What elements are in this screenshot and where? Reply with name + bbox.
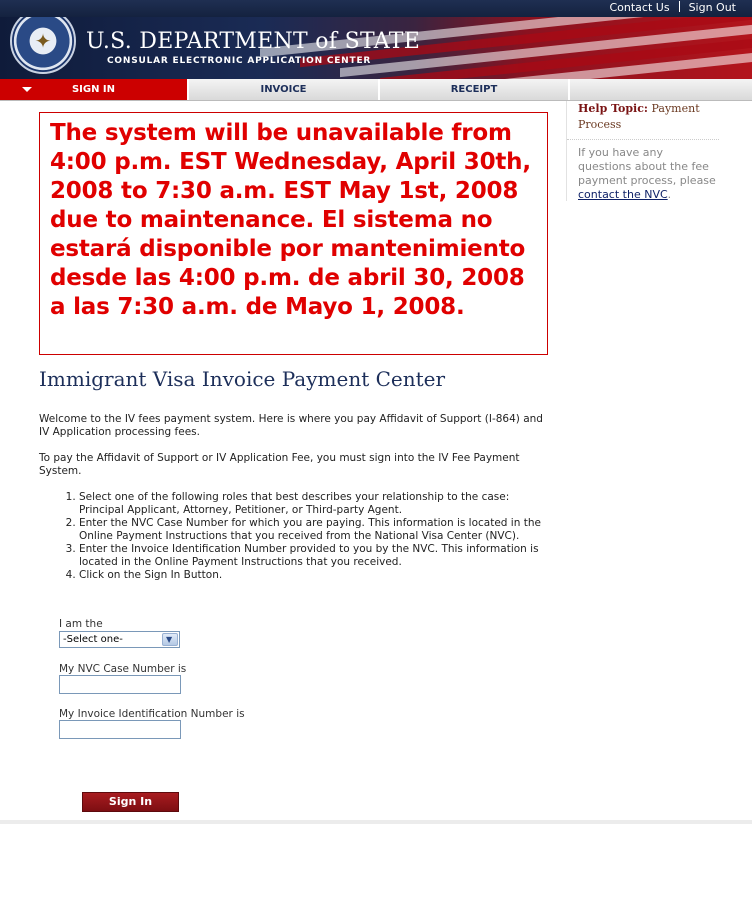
steps-list <box>39 491 554 582</box>
role-selected-value: -Select one- <box>63 634 123 645</box>
help-panel <box>566 101 719 201</box>
maintenance-alert <box>39 112 548 355</box>
role-label: I am the <box>59 618 103 630</box>
chevron-down-icon[interactable]: ▼ <box>162 633 178 646</box>
sign-out-link[interactable]: Sign Out <box>688 1 736 14</box>
invoice-number-label: My Invoice Identification Number is <box>59 708 245 720</box>
contact-nvc-link[interactable]: contact the NVC <box>578 188 668 201</box>
caret-down-icon <box>22 87 32 92</box>
help-topic <box>578 101 719 133</box>
tab-receipt[interactable] <box>380 79 570 100</box>
help-divider <box>567 139 719 141</box>
site-banner <box>0 17 752 79</box>
top-utility-bar <box>0 0 752 17</box>
department-seal-icon[interactable]: ✦ <box>10 17 76 74</box>
tab-sign-in[interactable] <box>0 79 189 100</box>
invoice-number-input[interactable] <box>59 720 181 739</box>
alert-text: The system will be unavailable from 4:00 p.m. EST Wednesday, April 30th, 2008 to 7:30 a.m. EST May 1st, 2008 due to maintenance. El sistema no estará disponible por mantenimiento desde las 4:00 p.m. de abril 30, 2008 a las 7:30 a.m. de Mayo 1, 2008. <box>50 120 531 320</box>
instructions-body <box>39 413 554 582</box>
list-item: 3. Enter the Invoice Identification Number provided to you by the NVC. This information is located in the Online Payment Instructions that you received. <box>79 543 554 569</box>
tab-label: INVOICE <box>260 84 307 95</box>
case-number-label: My NVC Case Number is <box>59 663 187 675</box>
tab-label: SIGN IN <box>71 84 116 95</box>
link-divider <box>679 1 680 12</box>
tab-invoice[interactable] <box>189 79 380 100</box>
tab-bar <box>0 79 752 100</box>
page-title: Immigrant Visa Invoice Payment Center <box>39 367 446 391</box>
case-number-input[interactable] <box>59 675 181 694</box>
banner-title: U.S. DEPARTMENT of STATE <box>86 29 421 54</box>
banner-subtitle: CONSULAR ELECTRONIC APPLICATION CENTER <box>107 56 372 66</box>
footer-divider <box>0 820 752 824</box>
intro-text: Welcome to the IV fees payment system. Here is where you pay Affidavit of Support (I-864) and IV Application processing fees. <box>39 413 543 438</box>
tab-label: RECEIPT <box>450 84 498 95</box>
instructions-text: To pay the Affidavit of Support or IV Application Fee, you must sign into the IV Fee Payment System. <box>39 452 520 477</box>
role-select[interactable] <box>59 631 180 648</box>
tab-empty <box>570 79 752 100</box>
list-item: 1. Select one of the following roles that best describes your relationship to the case: Principal Applicant, Attorney, Petitioner, or Third-party Agent. <box>79 491 554 517</box>
help-topic-title: Payment Process <box>578 102 700 131</box>
list-item: 2. Enter the NVC Case Number for which you are paying. This information is located in the Online Payment Instructions that you received from the National Visa Center (NVC). <box>79 517 554 543</box>
help-topic-prefix: Help Topic: <box>578 102 648 115</box>
list-item: 4. Click on the Sign In Button. <box>79 569 554 582</box>
sign-in-button[interactable]: Sign In <box>82 792 179 812</box>
contact-us-link[interactable]: Contact Us <box>609 1 670 14</box>
help-text: If you have any questions about the fee payment process, please contact the NVC. <box>578 146 716 201</box>
top-links <box>609 1 736 14</box>
